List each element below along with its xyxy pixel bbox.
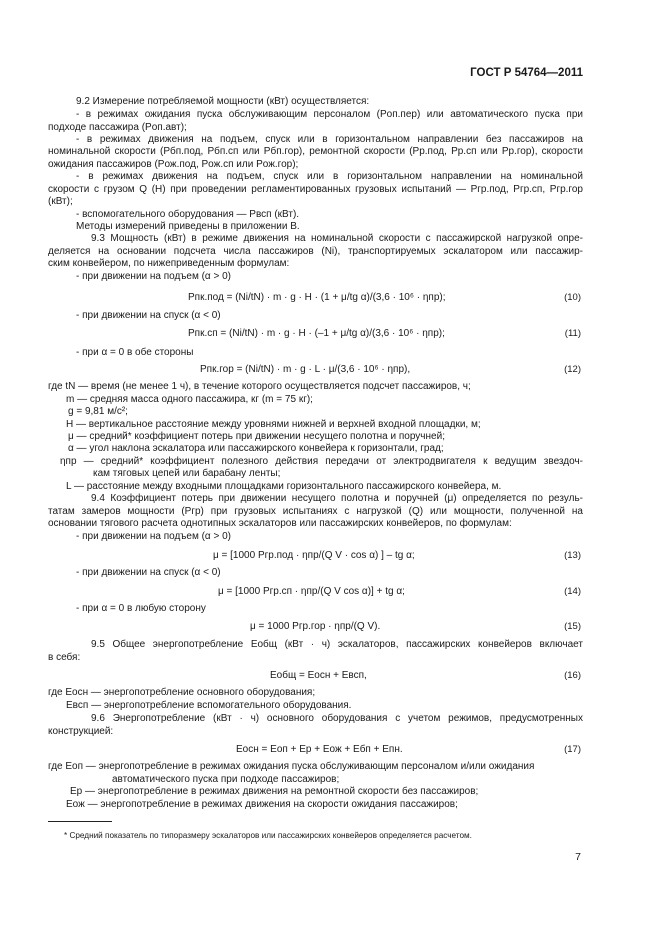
text-line: конструкцией: [48,726,114,737]
formula: Eосн = Eоп + Eр + Eож + Eбп + Eпн. [236,744,403,755]
text-line: 9.3 Мощность (кВт) в режиме движения на номинальной скорости с пассажирской нагрузкой опре- [91,233,583,244]
formula-number: (13) [564,550,581,561]
formula-number: (14) [564,586,581,597]
text-line: кам тяговых цепей или барабану ленты; [93,468,281,479]
text-line: номинальной скорости (Pбп.под, Pбп.сп или Pбп.гор), ремонтной скорости (Pр.под, Pр.сп или Pр.гор), скорости [48,146,583,157]
formula-number: (12) [564,364,581,375]
text-line: m — средняя масса одного пассажира, кг (m = 75 кг); [66,394,313,405]
text-line: - вспомогательного оборудования — Pвсп (кВт). [76,209,300,220]
text-line: 9.2 Измерение потребляемой мощности (кВт) осуществляется: [76,96,370,107]
text-line: - при α = 0 в обе стороны [76,347,194,358]
formula-number: (16) [564,670,581,681]
text-line: L — расстояние между входными площадками горизонтального пассажирского конвейера, м. [66,481,502,492]
text-line: основании тягового расчета однотипных эскалаторов или пассажирских конвейеров, по формулам: [48,518,512,529]
text-line: 9.5 Общее энергопотребление Eобщ (кВт · ч) эскалаторов, пассажирских конвейеров включает [91,639,583,650]
text-line: - при движении на подъем (α > 0) [76,531,232,542]
text-line: ηпр — средний* коэффициент полезного действия передачи от электродвигателя к ведущим звездоч- [60,456,583,467]
footnote-separator [48,821,112,822]
formula: μ = [1000 Pгр.под · ηпр/(Q V · cos α) ] – tg α; [213,550,415,561]
text-line: где tN — время (не менее 1 ч), в течение которого осуществляется подсчет пассажиров, ч; [48,381,471,392]
text-line: Eож — энергопотребление в режимах движения на скорости ожидания пассажиров; [66,799,458,810]
text-line: где Eосн — энергопотребление основного оборудования; [48,687,316,698]
text-line: - при движении на подъем (α > 0) [76,271,232,282]
text-line: где Eоп — энергопотребление в режимах ожидания пуска обслуживающим персоналом и/или ожидания [48,761,535,772]
text-line: - при движении на спуск (α < 0) [76,310,221,321]
text-line: - при α = 0 в любую сторону [76,603,206,614]
text-line: μ — средний* коэффициент потерь при движении несущего полотна и поручней; [68,431,445,442]
formula: Pпк.под = (Ni/tN) · m · g · H · (1 + μ/tg α)/(3,6 · 10⁶ · ηпр); [188,292,446,303]
formula: Pпк.сп = (Ni/tN) · m · g · H · (–1 + μ/tg α)/(3,6 · 10⁶ · ηпр); [188,328,445,339]
footnote: * Средний показатель по типоразмеру эскалаторов или пассажирских конвейеров определяется расчетом. [64,831,472,840]
text-line: татам замеров мощности (Pгр) при грузовых испытаниях с нагрузкой (Q) или мощности, полученной на [48,506,583,517]
page-number: 7 [575,851,581,863]
text-line: ским конвейером, по нижеприведенным формулам: [48,258,290,269]
text-line: - в режимах движения на подъем, спуск или в горизонтальном направлении без пассажиров на [76,134,583,145]
formula: Eобщ = Eосн + Eвсп, [270,670,367,681]
text-line: Eвсп — энергопотребление вспомогательного оборудования. [66,700,352,711]
formula: μ = [1000 Pгр.сп · ηпр/(Q V cos α)] + tg α; [218,586,405,597]
formula-number: (15) [564,621,581,632]
text-line: деляется на основании подсчета числа пассажиров (Ni), транспортируемых эскалатором или пассажир- [48,246,583,257]
text-line: ожидания пассажиров (Pож.под, Pож.сп или Pож.гор); [48,159,299,170]
formula-number: (17) [564,744,581,755]
text-line: Методы измерений приведены в приложении В. [76,221,300,232]
text-line: α — угол наклона эскалатора или пассажирского конвейера к горизонтали, град; [68,443,444,454]
text-line: (кВт); [48,196,73,207]
text-line: - в режимах движения на подъем, спуск или в горизонтальном направлении на номинальной [76,171,583,182]
text-line: скорости с грузом Q (H) при проведении регламентированных грузовых испытаний — Pгр.под, Pгр.сп, Pгр.гор [48,184,583,195]
formula-number: (11) [564,328,581,339]
formula: Pпк.гор = (Ni/tN) · m · g · L · μ/(3,6 · 10⁶ · ηпр), [200,364,411,375]
text-line: H — вертикальное расстояние между уровнями нижней и верхней входной площадки, м; [66,419,481,430]
text-line: автоматического пуска при подходе пассажиров; [112,774,340,785]
text-line: 9.4 Коэффициент потерь при движении несущего полотна и поручней (μ) определяется по резуль- [91,493,583,504]
text-line: подходе пассажира (Pоп.авт); [48,122,187,133]
text-line: g = 9,81 м/с²; [68,406,128,417]
document-header: ГОСТ Р 54764—2011 [470,67,583,79]
text-line: - при движении на спуск (α < 0) [76,567,221,578]
text-line: 9.6 Энергопотребление (кВт · ч) основного оборудования с учетом режимов, предусмотренных [91,713,583,724]
text-line: Eр — энергопотребление в режимах движения на ремонтной скорости без пассажиров; [70,786,479,797]
text-line: - в режимах ожидания пуска обслуживающим персоналом (Pоп.пер) или автоматического пуска при [76,109,583,120]
text-line: в себя: [48,652,81,663]
formula-number: (10) [564,292,581,303]
formula: μ = 1000 Pгр.гор · ηпр/(Q V). [250,621,381,632]
